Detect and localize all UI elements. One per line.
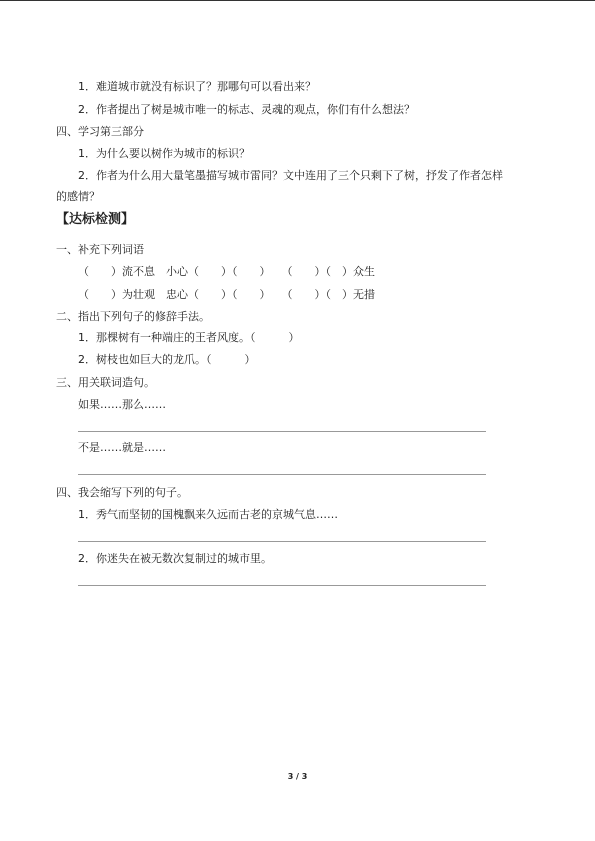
answer-line — [78, 474, 486, 475]
page-top-rule — [0, 0, 595, 1]
rhetoric-sentence: 1．那棵树有一种端庄的王者风度。（ ） — [78, 331, 300, 344]
part-title: 二、指出下列句子的修辞手法。 — [56, 310, 210, 323]
question-text: 1．难道城市就没有标识了？那哪句可以看出来？ — [78, 80, 316, 93]
question-text: 2．作者提出了树是城市唯一的标志、灵魂的观点，你们有什么想法？ — [78, 103, 415, 116]
question-text-continued: 的感情？ — [56, 190, 100, 203]
assessment-heading: 【达标检测】 — [56, 212, 135, 227]
answer-line — [78, 585, 486, 586]
section-title: 四、学习第三部分 — [56, 125, 144, 138]
part-title: 三、用关联词造句。 — [56, 376, 155, 389]
condense-sentence: 1．秀气而坚韧的国槐飘来久远而古老的京城气息…… — [78, 508, 338, 521]
question-text: 1．为什么要以树作为城市的标识？ — [78, 147, 250, 160]
answer-line — [78, 431, 486, 432]
rhetoric-sentence: 2．树枝也如巨大的龙爪。（ ） — [78, 353, 256, 366]
answer-line — [78, 541, 486, 542]
conjunction-prompt: 如果……那么…… — [78, 398, 166, 411]
part-title: 一、补充下列词语 — [56, 243, 144, 256]
conjunction-prompt: 不是……就是…… — [78, 441, 166, 454]
page-number: 3 / 3 — [287, 772, 308, 781]
condense-sentence: 2．你迷失在被无数次复制过的城市里。 — [78, 552, 272, 565]
fill-in-words-row: （ ）为壮观 忠心（ ）（ ） （ ）（ ）无措 — [78, 288, 375, 301]
question-text: 2．作者为什么用大量笔墨描写城市雷同？文中连用了三个只剩下了树，抒发了作者怎样 — [78, 169, 503, 182]
part-title: 四、我会缩写下列的句子。 — [56, 486, 188, 499]
fill-in-words-row: （ ）流不息 小心（ ）（ ） （ ）（ ）众生 — [78, 265, 375, 278]
